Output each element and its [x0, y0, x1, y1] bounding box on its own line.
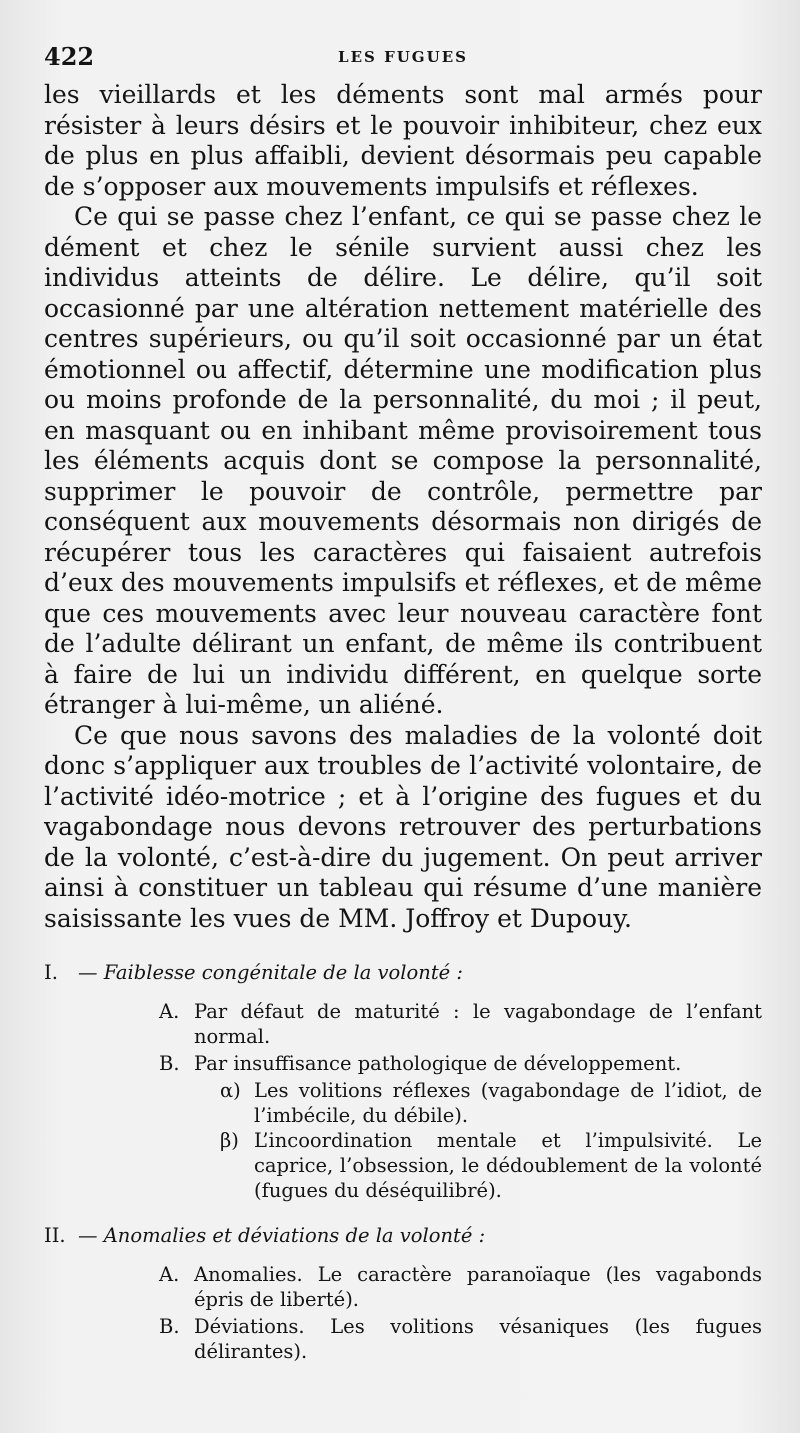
paragraph-1: les vieillards et les déments sont mal armés pour résister à leurs désirs et le pouvoir inhibiteur, chez eux de plus en plus affaibli, devient désormais peu capable de s’opposer aux mouvements impulsifs et réflexes.: [44, 80, 762, 201]
item-text: Anomalies. Le caractère paranoïaque (les vagabonds épris de liberté).: [194, 1263, 762, 1311]
section-2-numeral: II.: [44, 1224, 66, 1247]
outline-table: [44, 960, 762, 1364]
item-text: Par insuffisance pathologique de développement.: [194, 1052, 682, 1075]
item-letter: B.: [159, 1315, 180, 1338]
section-2-item-b: [44, 1314, 762, 1364]
item-letter: A.: [159, 1000, 180, 1023]
section-1-subitem-beta: [44, 1128, 762, 1203]
subitem-letter: α): [220, 1079, 241, 1102]
paragraph-2: Ce qui se passe chez l’enfant, ce qui se passe chez le dément et chez le sénile survient aussi chez les individus atteints de délire. Le délire, qu’il soit occasionné par une altération nettement matérielle des centres supérieurs, ou qu’il soit occasionné par un état émotionnel ou affectif, détermine une modification plus ou moins profonde de la personnalité, du moi ; il peut, en masquant ou en inhibant même provisoirement tous les éléments acquis dont se compose la personnalité, supprimer le pouvoir de contrôle, permettre par conséquent aux mouvements désormais non dirigés de récupérer tous les caractères qui faisaient autrefois d’eux des mouvements impulsifs et réflexes, et de même que ces mouvements avec leur nouveau caractère font de l’adulte délirant un enfant, de même ils contribuent à faire de lui un individu différent, en quelque sorte étranger à lui-même, un aliéné.: [44, 202, 762, 719]
paragraph-3: Ce que nous savons des maladies de la volonté doit donc s’appliquer aux troubles de l’activité volontaire, de l’activité idéo-motrice ; et à l’origine des fugues et du vagabondage nous devons retrouver des perturbations de la volonté, c’est-à-dire du jugement. On peut arriver ainsi à constituer un tableau qui résume d’une manière saisissante les vues de MM. Joffroy et Dupouy.: [44, 720, 762, 933]
section-2-title: — Anomalies et déviations de la volonté :: [78, 1224, 486, 1247]
section-1-subitem-alpha: [44, 1078, 762, 1128]
item-text: Par défaut de maturité : le vagabondage de l’enfant normal.: [194, 1000, 762, 1048]
item-letter: A.: [159, 1263, 180, 1286]
section-1-item-a: [44, 999, 762, 1049]
outline-section-1: [44, 960, 762, 1203]
body-text: [44, 80, 762, 934]
running-head: [44, 40, 762, 80]
page-number: 422: [44, 42, 95, 71]
outline-section-2: [44, 1223, 762, 1364]
section-2-heading: [44, 1223, 762, 1248]
item-text: Déviations. Les volitions vésaniques (les fugues délirantes).: [194, 1315, 762, 1363]
section-2-item-a: [44, 1262, 762, 1312]
section-1-heading: [44, 960, 762, 985]
section-1-item-b: [44, 1051, 762, 1076]
section-1-title: — Faiblesse congénitale de la volonté :: [78, 961, 463, 984]
running-title: LES FUGUES: [338, 48, 468, 66]
section-1-numeral: I.: [44, 961, 58, 984]
subitem-text: Les volitions réflexes (vagabondage de l’idiot, de l’imbécile, du débile).: [254, 1079, 762, 1127]
subitem-letter: β): [220, 1129, 239, 1152]
subitem-text: L’incoordination mentale et l’impulsivité. Le caprice, l’obsession, le dédoublement de la volonté (fugues du déséquilibré).: [254, 1129, 762, 1202]
item-letter: B.: [159, 1052, 180, 1075]
